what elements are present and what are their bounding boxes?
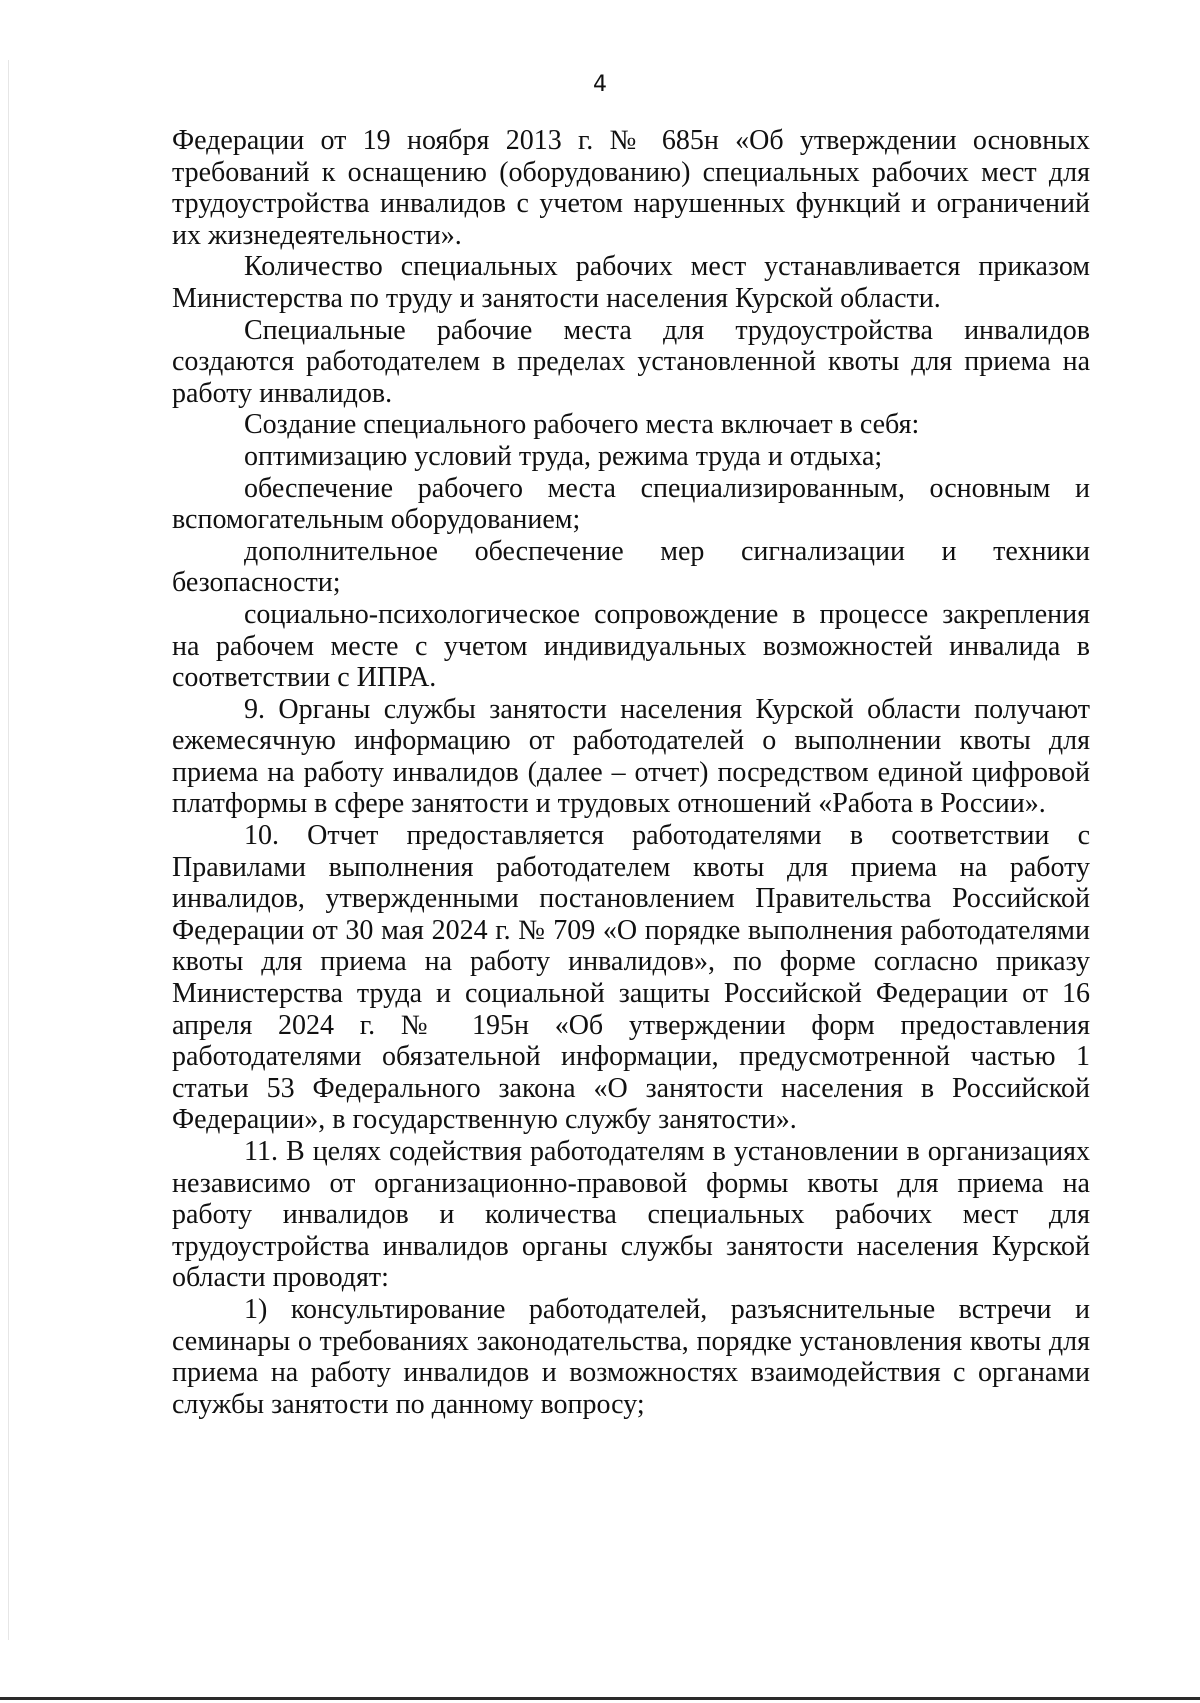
document-body xyxy=(172,125,1090,1420)
paragraph-special-workplaces-created: Специальные рабочие места для трудоустройства инвалидов создаются работодателем в пределах установленной квоты для приема на работу инвалидов. xyxy=(172,314,1090,409)
list-item-optimization: оптимизацию условий труда, режима труда и отдыха; xyxy=(244,440,883,472)
list-item-consulting: 1) консультирование работодателей, разъяснительные встречи и семинары о требованиях законодательства, порядке установления квоты для приема на работу инвалидов и возможностях взаимодействия с органами службы занятости по данному вопросу; xyxy=(172,1293,1090,1420)
scan-edge-bottom xyxy=(0,1697,1200,1700)
paragraph-workplace-creation-includes: Создание специального рабочего места включает в себя: xyxy=(244,409,920,441)
paragraph-special-workplaces-count: Количество специальных рабочих мест устанавливается приказом Министерства по труду и занятости населения Курской области. xyxy=(172,251,1090,314)
paragraph-item-11: 11. В целях содействия работодателям в установлении в организациях независимо от организационно-правовой формы квоты для приема на работу инвалидов и количества специальных рабочих мест для трудоустройства инвалидов органы службы занятости населения Курской области проводят: xyxy=(172,1136,1090,1294)
page-number: 4 xyxy=(593,72,607,97)
paragraph-item-10: 10. Отчет предоставляется работодателями в соответствии с Правилами выполнения работодателем квоты для приема на работу инвалидов, утвержденными постановлением Правительства Российской Федерации от 30 мая 2024 г. № 709 «О порядке выполнения работодателями квоты для приема на работу инвалидов», по форме согласно приказу Министерства труда и социальной защиты Российской Федерации от 16 апреля 2024 г. № 195н «Об утверждении форм предоставления работодателями обязательной информации, предусмотренной частью 1 статьи 53 Федерального закона «О занятости населения в Российской Федерации», в государственную службу занятости». xyxy=(172,820,1090,1136)
list-item-safety: дополнительное обеспечение мер сигнализации и техники безопасности; xyxy=(172,535,1090,599)
list-item-equipment: обеспечение рабочего места специализированным, основным и вспомогательным оборудованием; xyxy=(172,472,1090,536)
paragraph-continuation: Федерации от 19 ноября 2013 г. № 685н «Об утверждении основных требований к оснащению (оборудованию) специальных рабочих мест для трудоустройства инвалидов с учетом нарушенных функций и ограничений их жизнедеятельности». xyxy=(172,125,1090,251)
scan-edge-left xyxy=(8,60,9,1640)
list-item-psychological-support: социально-психологическое сопровождение в процессе закрепления на рабочем месте с учетом индивидуальных возможностей инвалида в соответствии с ИПРА. xyxy=(172,598,1090,694)
paragraph-item-9: 9. Органы службы занятости населения Курской области получают ежемесячную информацию от работодателей о выполнении квоты для приема на работу инвалидов (далее – отчет) посредством единой цифровой платформы в сфере занятости и трудовых отношений «Работа в России». xyxy=(172,693,1090,820)
